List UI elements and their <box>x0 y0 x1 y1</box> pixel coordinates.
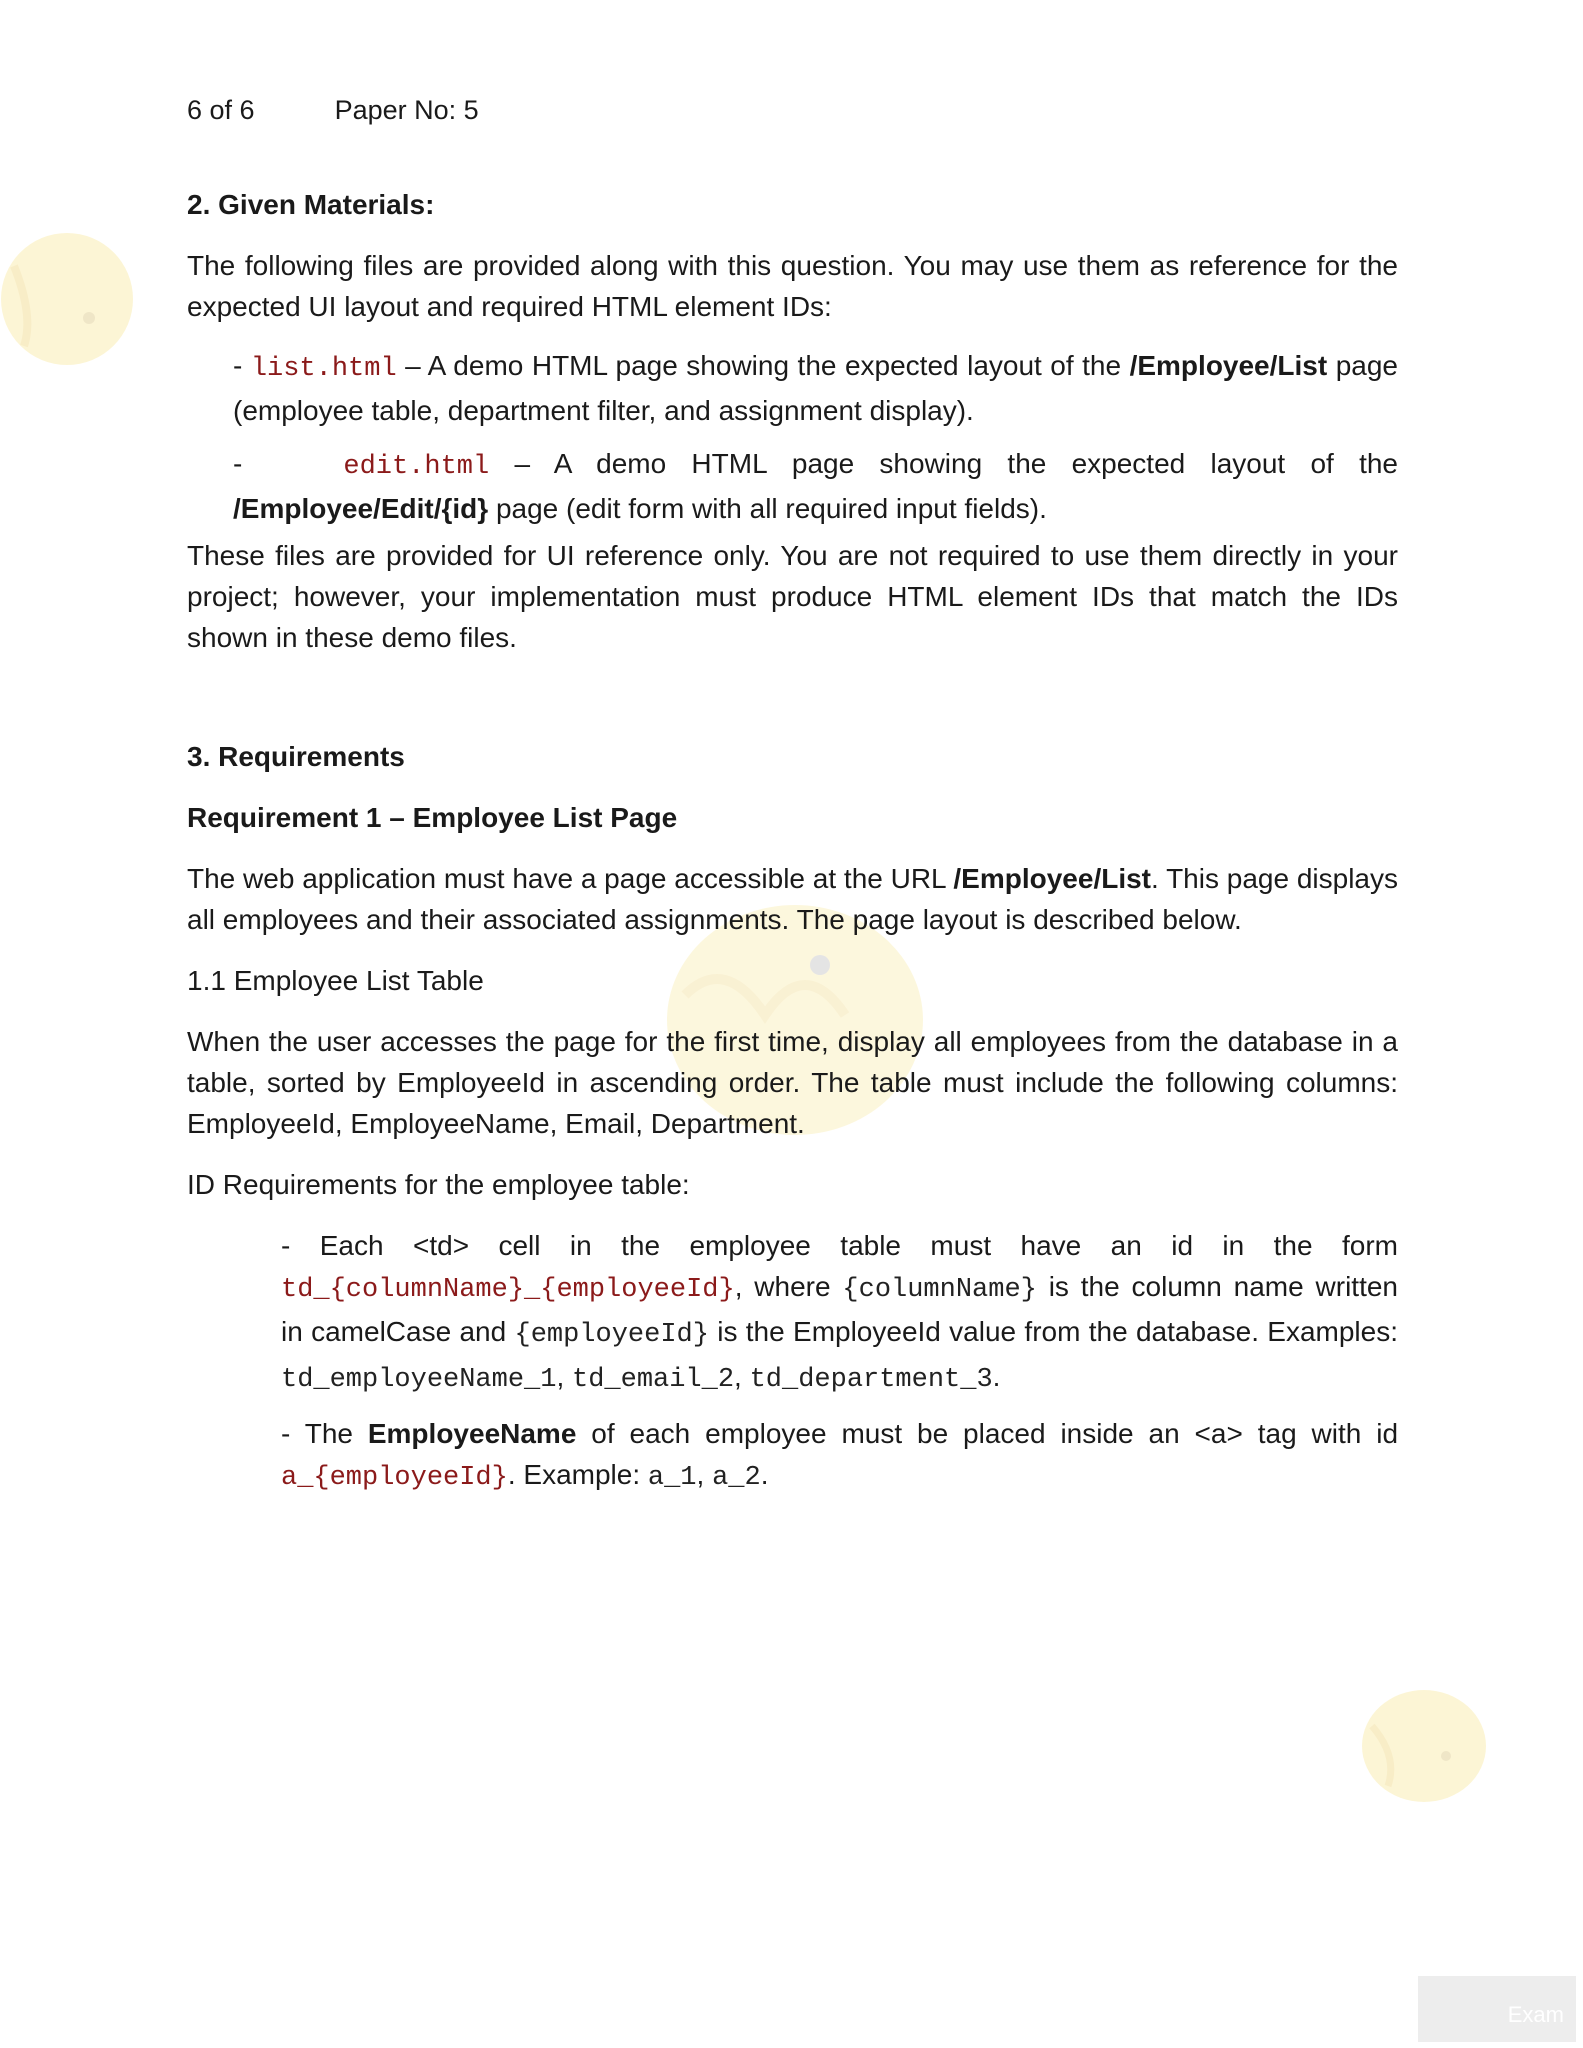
page-count: 6 of 6 <box>187 95 255 125</box>
exam-logo <box>1418 1976 1576 2042</box>
id-requirement-bullet: - The EmployeeName of each employee must be placed inside an <a> tag with id a_{employeeId}. Example: a_1, a_2. <box>281 1418 1399 1493</box>
url-path: /Employee/Edit/{id} <box>233 493 489 524</box>
section-2-intro: The following files are provided along with this question. You may use them as reference for the expected UI layout and required HTML element IDs: <box>187 250 1398 322</box>
section-3-heading: 3. Requirements <box>187 741 405 772</box>
subsection-heading: 1.1 Employee List Table <box>187 965 484 996</box>
paper-number: Paper No: 5 <box>334 95 479 125</box>
document-page <box>187 90 1398 1499</box>
table-description: When the user accesses the page for the first time, display all employees from the database in a table, sorted by EmployeeId in ascending order. The table must include the following columns: EmployeeId, EmployeeName, Email, Department. <box>187 1026 1398 1139</box>
requirement-1-heading: Requirement 1 – Employee List Page <box>187 802 678 833</box>
id-requirement-bullet: - Each <td> cell in the employee table must have an id in the form td_{columnName}_{employeeId}, where {columnName} is the column name written in camelCase and {employeeId} is the EmployeeId value from the database. Examples: td_employeeName_1, td_email_2, td_department_3. <box>281 1230 1398 1395</box>
exam-logo-text: Exam <box>1507 2002 1564 2027</box>
file-name: edit.html <box>343 452 490 482</box>
id-requirements-label: ID Requirements for the employee table: <box>187 1169 690 1200</box>
file-name: list.html <box>250 354 397 384</box>
watermark-face-left-icon <box>0 226 140 372</box>
given-file-item: - edit.html – A demo HTML page showing the expected layout of the /Employee/Edit/{id} page (edit form with all required input fields). <box>233 448 1399 524</box>
requirement-1-text: The web application must have a page accessible at the URL /Employee/List. This page displays all employees and their associated assignments. The page layout is described below. <box>187 863 1398 935</box>
section-2-heading: 2. Given Materials: <box>187 189 435 220</box>
watermark-face-right-icon <box>1358 1686 1490 1806</box>
url-path: /Employee/List <box>953 863 1152 894</box>
given-file-item: - list.html – A demo HTML page showing the expected layout of the /Employee/List page (employee table, department filter, and assignment display). <box>233 350 1398 426</box>
url-path: /Employee/List <box>1129 350 1328 381</box>
page-header <box>187 90 1398 130</box>
section-2-note: These files are provided for UI reference only. You are not required to use them directly in your project; however, your implementation must produce HTML element IDs that match the IDs shown in these demo files. <box>187 540 1398 653</box>
